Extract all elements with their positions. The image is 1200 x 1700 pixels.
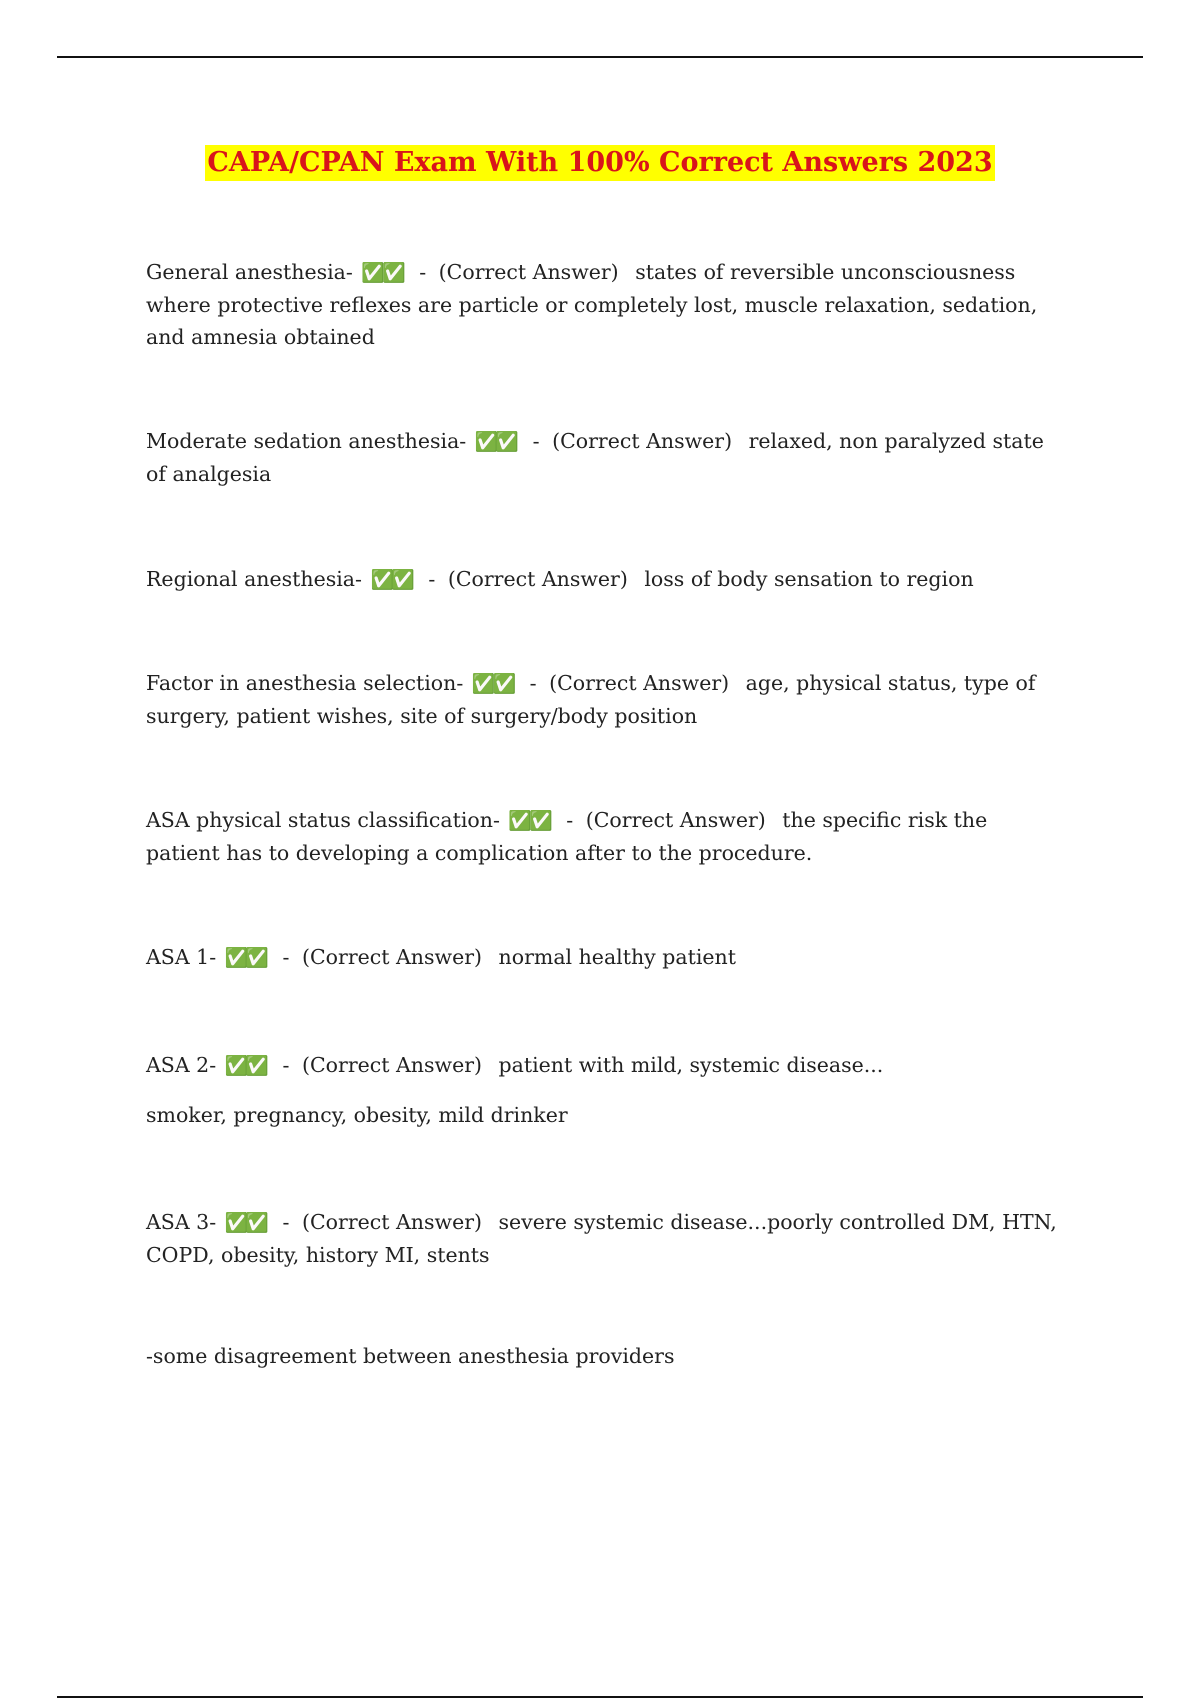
term: Moderate sedation anesthesia-: [146, 429, 467, 453]
correct-answer-label: (Correct Answer): [549, 671, 730, 695]
separator-dash: -: [282, 945, 290, 969]
term: Regional anesthesia-: [146, 567, 362, 591]
correct-answer-label: (Correct Answer): [447, 567, 628, 591]
correct-answer-label: (Correct Answer): [302, 945, 482, 969]
correct-answer-label: (Correct Answer): [585, 808, 766, 832]
double-check-icon: ✅✅: [224, 1212, 266, 1234]
separator-dash: -: [282, 1053, 290, 1077]
correct-answer-label: (Correct Answer): [438, 260, 619, 284]
separator-dash: -: [529, 671, 537, 695]
double-check-icon: ✅✅: [471, 673, 514, 695]
separator-dash: -: [282, 1210, 290, 1234]
term: ASA 2-: [146, 1053, 217, 1077]
separator-dash: -: [419, 260, 427, 284]
term: ASA 3-: [146, 1210, 217, 1234]
qa-entry-asa-1: [146, 941, 1066, 974]
asa-2-note: smoker, pregnancy, obesity, mild drinker: [146, 1103, 568, 1127]
term: Factor in anesthesia selection-: [146, 671, 464, 695]
correct-answer-label: (Correct Answer): [302, 1210, 482, 1234]
separator-dash: -: [428, 567, 436, 591]
answer: loss of body sensation to region: [644, 567, 974, 591]
correct-answer-label: (Correct Answer): [302, 1053, 482, 1077]
separator-dash: -: [532, 429, 540, 453]
separator-dash: -: [566, 808, 574, 832]
bottom-rule: [57, 1696, 1143, 1698]
qa-entry-regional-anesthesia: [146, 563, 1066, 596]
qa-entry-anesthesia-selection: [146, 667, 1066, 732]
correct-answer-label: (Correct Answer): [552, 429, 733, 453]
double-check-icon: ✅✅: [508, 810, 550, 832]
term: ASA physical status classification-: [146, 808, 500, 832]
top-rule: [57, 56, 1143, 58]
double-check-icon: ✅✅: [361, 262, 403, 284]
double-check-icon: ✅✅: [474, 431, 517, 453]
qa-entry-general-anesthesia: [146, 256, 1066, 353]
answer: age, physical status, type of surgery, patient wishes, site of surgery/body position: [146, 671, 1036, 728]
term: ASA 1-: [146, 945, 217, 969]
answer: patient with mild, systemic disease...: [498, 1053, 884, 1077]
double-check-icon: ✅✅: [224, 1055, 266, 1077]
qa-entry-asa-classification: [146, 804, 1066, 869]
answer: normal healthy patient: [498, 945, 736, 969]
answer: states of reversible unconsciousness where protective reflexes are particle or completely lost, muscle relaxation, sedation, and amnesia obtained: [146, 260, 1038, 349]
answer: the specific risk the patient has to developing a complication after to the procedure.: [146, 808, 988, 865]
asa-3-note: -some disagreement between anesthesia providers: [146, 1344, 675, 1368]
answer: severe systemic disease...poorly controlled DM, HTN, COPD, obesity, history MI, stents: [146, 1210, 1057, 1267]
answer: relaxed, non paralyzed state of analgesia: [146, 429, 1044, 486]
double-check-icon: ✅✅: [224, 947, 266, 969]
qa-entry-asa-3: [146, 1206, 1066, 1271]
term: General anesthesia-: [146, 260, 353, 284]
document-title: CAPA/CPAN Exam With 100% Correct Answers 2023: [205, 145, 994, 181]
qa-entry-asa-2: [146, 1049, 1066, 1082]
title-block: [0, 145, 1200, 181]
double-check-icon: ✅✅: [370, 569, 412, 591]
qa-entry-moderate-sedation: [146, 425, 1066, 490]
